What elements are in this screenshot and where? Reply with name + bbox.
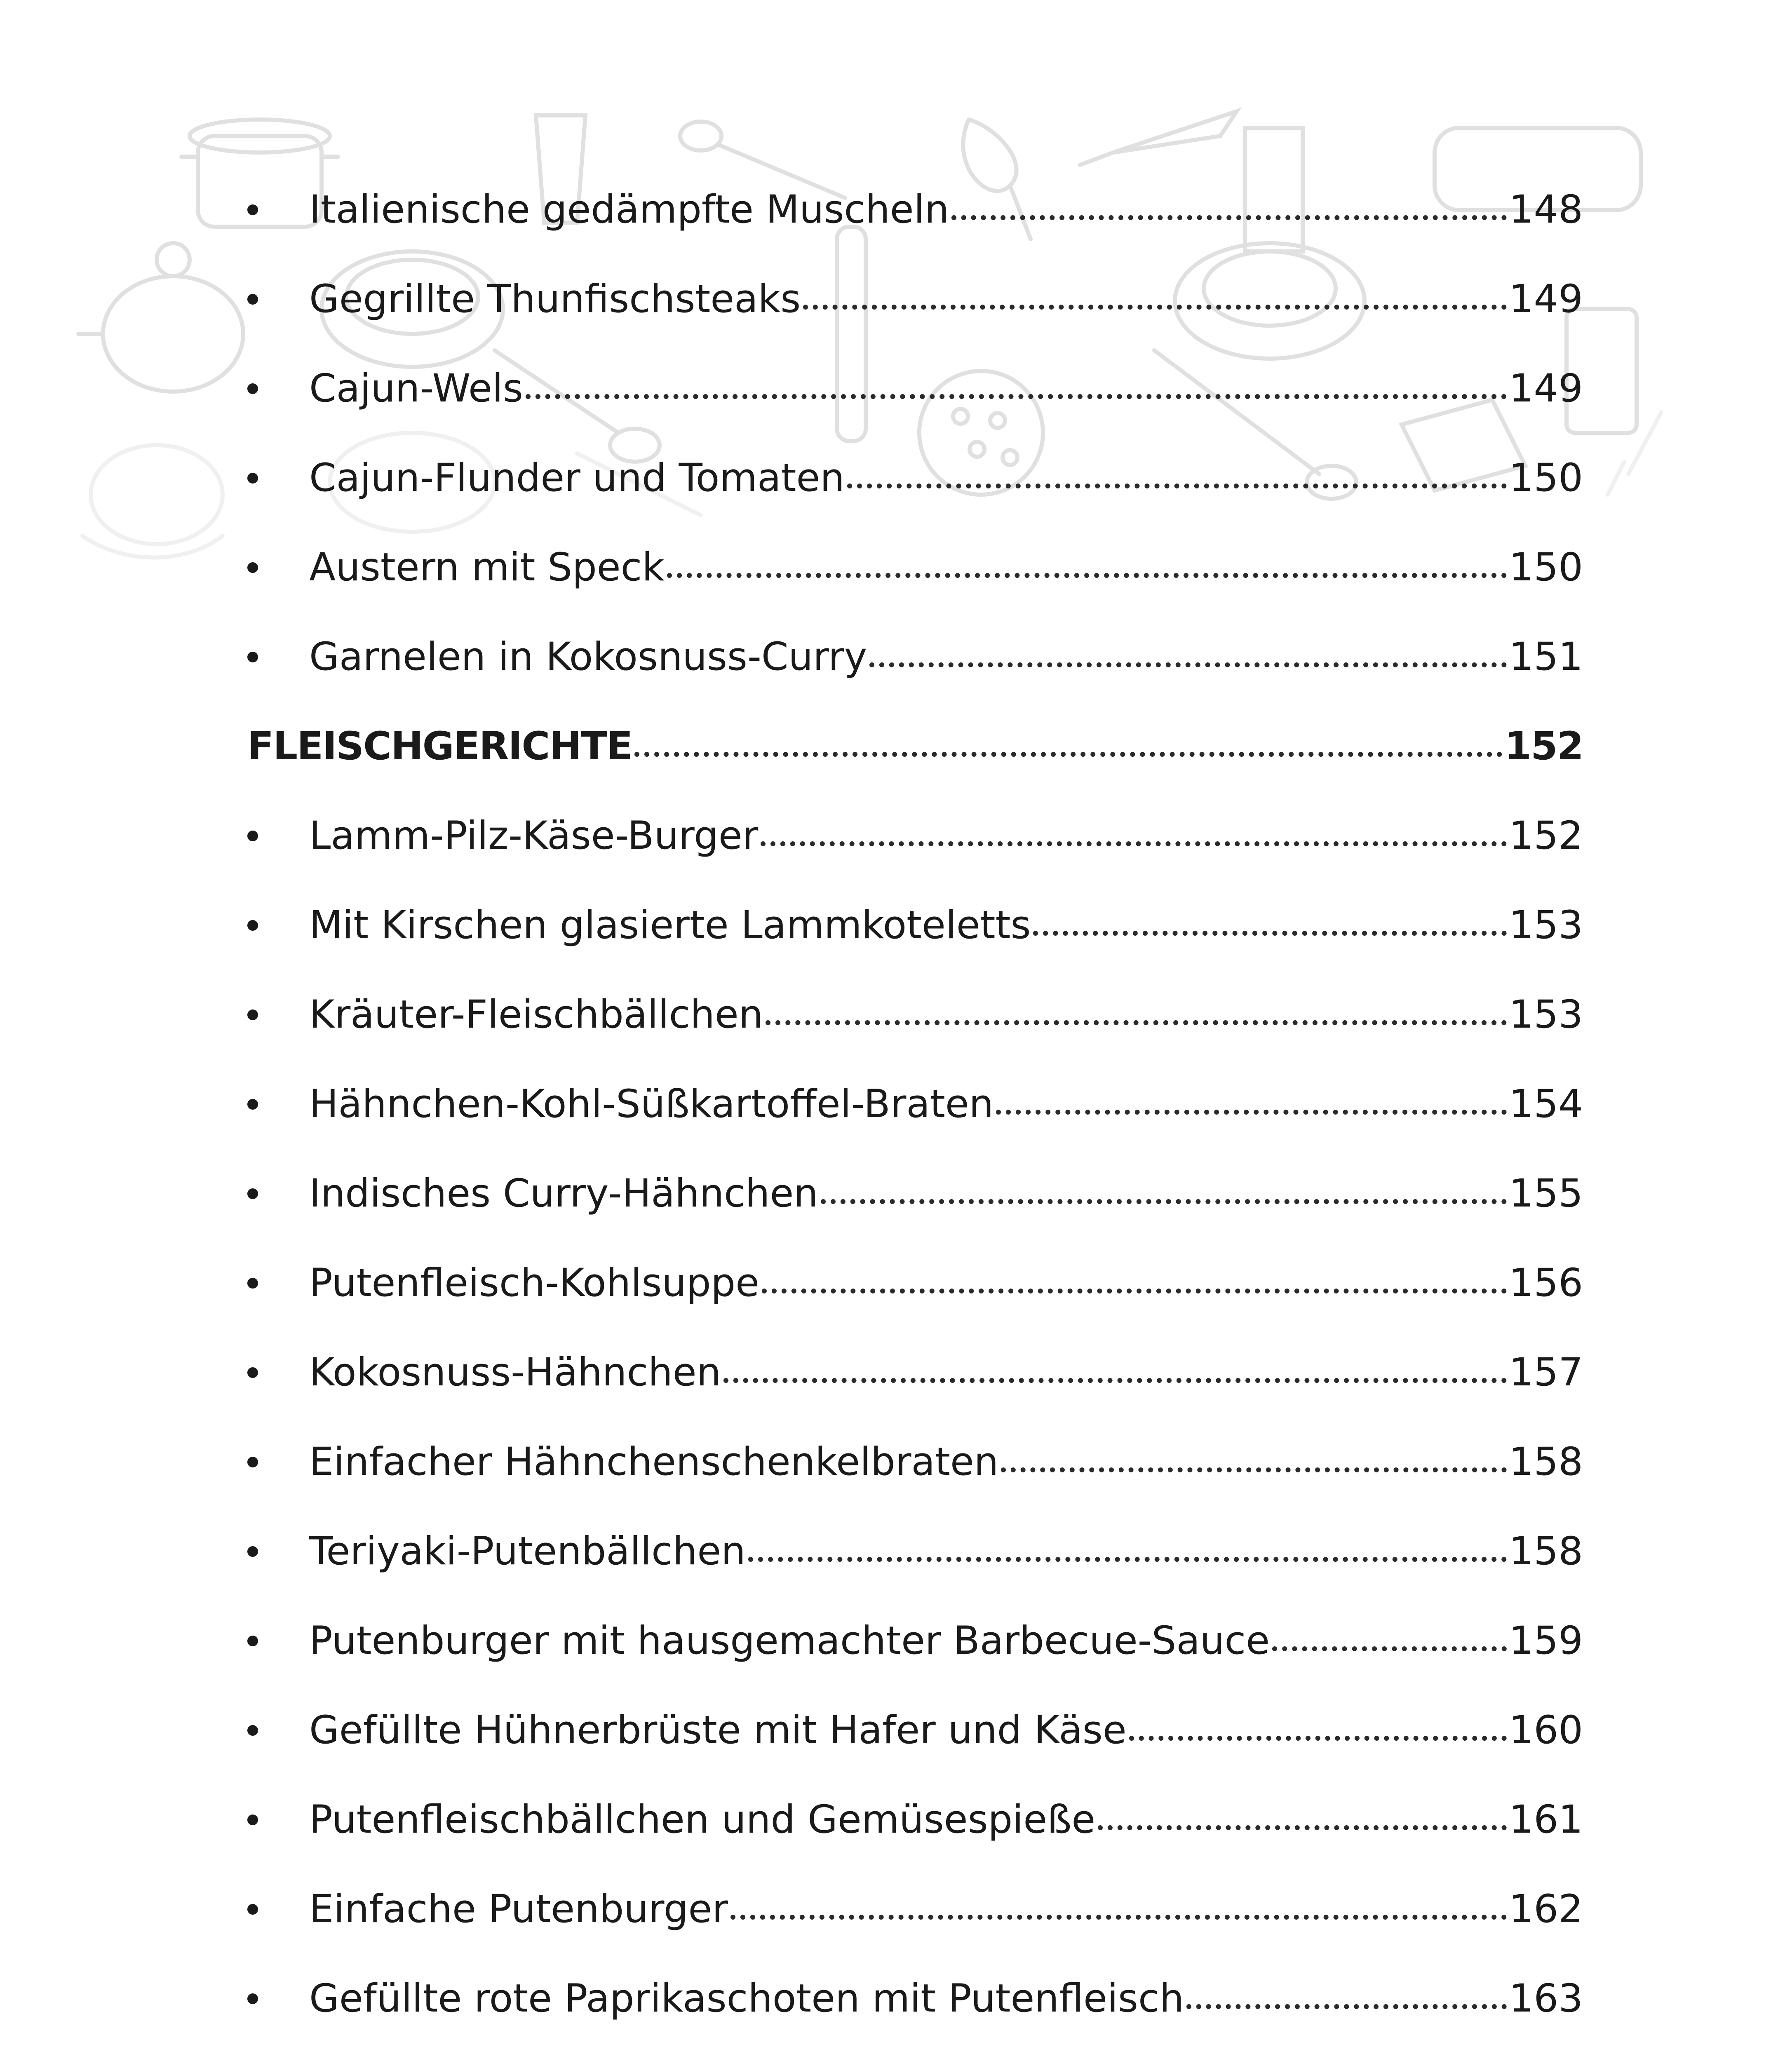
toc-entry[interactable] bbox=[247, 880, 1583, 970]
toc-entry[interactable] bbox=[247, 612, 1583, 702]
dot-leader bbox=[667, 573, 1507, 578]
toc-entry-line bbox=[247, 1171, 1583, 1216]
toc-entry-line bbox=[247, 545, 1583, 590]
toc-entry-line bbox=[247, 1797, 1583, 1842]
toc-page-number: 153 bbox=[1509, 992, 1583, 1037]
toc-page-number: 158 bbox=[1509, 1528, 1583, 1574]
dot-leader bbox=[1033, 931, 1506, 936]
toc-entry-line bbox=[247, 1618, 1583, 1663]
dot-leader bbox=[730, 1915, 1507, 1920]
toc-page-number: 161 bbox=[1509, 1797, 1583, 1842]
toc-entry[interactable] bbox=[247, 1328, 1583, 1417]
bullet-icon bbox=[247, 473, 258, 484]
toc-entry-title: Hähnchen-Kohl-Süßkartoffel-Braten bbox=[309, 1081, 994, 1127]
toc-entry-title: Garnelen in Kokosnuss-Curry bbox=[309, 634, 867, 679]
toc-page-number: 148 bbox=[1509, 187, 1583, 232]
toc-page-number: 149 bbox=[1509, 366, 1583, 411]
dot-leader bbox=[723, 1378, 1506, 1383]
toc-entry-line bbox=[247, 1528, 1583, 1574]
toc-page-number: 159 bbox=[1509, 1618, 1583, 1663]
toc-section-heading[interactable] bbox=[247, 702, 1583, 791]
toc-entry-title: Putenfleischbällchen und Gemüsespieße bbox=[309, 1797, 1096, 1842]
toc-entry[interactable] bbox=[247, 344, 1583, 433]
dot-leader bbox=[803, 305, 1506, 310]
toc-page-number: 152 bbox=[1509, 813, 1583, 858]
toc-page-number: 152 bbox=[1504, 723, 1583, 769]
toc-entry[interactable] bbox=[247, 1775, 1583, 1864]
dot-leader bbox=[762, 1289, 1507, 1293]
toc-entry-line bbox=[247, 1886, 1583, 1932]
toc-entry-line bbox=[247, 813, 1583, 858]
dot-leader bbox=[996, 1110, 1506, 1115]
bullet-icon bbox=[247, 1725, 258, 1736]
toc-entry[interactable] bbox=[247, 791, 1583, 880]
dot-leader bbox=[821, 1199, 1507, 1204]
bullet-icon bbox=[247, 652, 258, 662]
toc-entry-line bbox=[247, 455, 1583, 500]
toc-entry-title: Mit Kirschen glasierte Lammkoteletts bbox=[309, 902, 1031, 948]
toc-entry-line bbox=[247, 723, 1583, 769]
toc-entry[interactable] bbox=[247, 1685, 1583, 1775]
table-of-contents bbox=[247, 165, 1583, 2061]
bullet-icon bbox=[247, 1009, 258, 1020]
toc-entry-title: Putenfleisch-Kohlsuppe bbox=[309, 1260, 760, 1305]
bullet-icon bbox=[247, 1188, 258, 1199]
toc-entry-title: Cajun-Wels bbox=[309, 366, 523, 411]
bullet-icon bbox=[247, 383, 258, 394]
toc-entry[interactable] bbox=[247, 1238, 1583, 1328]
toc-entry[interactable] bbox=[247, 1596, 1583, 1685]
toc-entry[interactable] bbox=[247, 1507, 1583, 1596]
dot-leader bbox=[761, 841, 1506, 846]
toc-entry-title: Kokosnuss-Hähnchen bbox=[309, 1350, 721, 1395]
bullet-icon bbox=[247, 831, 258, 841]
toc-entry-line bbox=[247, 276, 1583, 322]
bullet-icon bbox=[247, 1815, 258, 1825]
dot-leader bbox=[1272, 1646, 1507, 1651]
toc-entry-title: Einfache Putenburger bbox=[309, 1886, 728, 1932]
toc-entry-title: Lamm-Pilz-Käse-Burger bbox=[309, 813, 759, 858]
dot-leader bbox=[1098, 1825, 1506, 1830]
toc-entry[interactable] bbox=[247, 1864, 1583, 1954]
bullet-icon bbox=[247, 1904, 258, 1915]
toc-entry-line bbox=[247, 902, 1583, 948]
toc-entry-line bbox=[247, 634, 1583, 679]
toc-entry[interactable] bbox=[247, 254, 1583, 344]
toc-entry-line bbox=[247, 187, 1583, 232]
bullet-icon bbox=[247, 294, 258, 305]
bullet-icon bbox=[247, 1457, 258, 1467]
teapot-icon bbox=[78, 243, 243, 392]
toc-page-number: 155 bbox=[1509, 1171, 1583, 1216]
dot-leader bbox=[869, 662, 1506, 667]
knife-icon bbox=[1080, 111, 1237, 165]
toc-entry[interactable] bbox=[247, 1059, 1583, 1149]
bullet-icon bbox=[247, 562, 258, 573]
toc-entry-line bbox=[247, 1976, 1583, 2021]
toc-page-number: 162 bbox=[1509, 1886, 1583, 1932]
dot-leader bbox=[847, 484, 1507, 488]
bullet-icon bbox=[247, 1367, 258, 1378]
toc-entry-title: Gefüllte Hühnerbrüste mit Hafer und Käse bbox=[309, 1707, 1127, 1753]
toc-entry-line bbox=[247, 1707, 1583, 1753]
bullet-icon bbox=[247, 204, 258, 215]
dot-leader bbox=[634, 752, 1502, 757]
toc-entry-title: Cajun-Flunder und Tomaten bbox=[309, 455, 845, 500]
toc-entry-title: Gefüllte rote Paprikaschoten mit Putenfleisch bbox=[309, 1976, 1184, 2021]
toc-entry-title: Indisches Curry-Hähnchen bbox=[309, 1171, 818, 1216]
toc-entry[interactable] bbox=[247, 433, 1583, 523]
toc-entry-title: Kräuter-Fleischbällchen bbox=[309, 992, 763, 1037]
toc-entry-line bbox=[247, 1081, 1583, 1127]
toc-page-number: 150 bbox=[1509, 545, 1583, 590]
toc-entry-line bbox=[247, 1350, 1583, 1395]
toc-entry-title: FLEISCHGERICHTE bbox=[247, 723, 632, 769]
toc-entry[interactable] bbox=[247, 970, 1583, 1059]
toc-entry-title: Austern mit Speck bbox=[309, 545, 665, 590]
toc-entry-line bbox=[247, 1260, 1583, 1305]
toc-entry[interactable] bbox=[247, 1149, 1583, 1238]
toc-entry-line bbox=[247, 366, 1583, 411]
toc-entry[interactable] bbox=[247, 1417, 1583, 1507]
toc-page-number: 160 bbox=[1509, 1707, 1583, 1753]
dot-leader bbox=[526, 394, 1507, 399]
toc-entry[interactable] bbox=[247, 1954, 1583, 2043]
dot-leader bbox=[1186, 2004, 1506, 2009]
toc-page-number: 154 bbox=[1509, 1081, 1583, 1127]
bullet-icon bbox=[247, 1099, 258, 1110]
dot-leader bbox=[1001, 1467, 1506, 1472]
dot-leader bbox=[748, 1557, 1507, 1562]
toc-entry-title: Italienische gedämpfte Muscheln bbox=[309, 187, 949, 232]
dot-leader bbox=[1129, 1736, 1507, 1741]
bullet-icon bbox=[247, 920, 258, 931]
bullet-icon bbox=[247, 1993, 258, 2004]
bullet-icon bbox=[247, 1546, 258, 1557]
toc-entry-title: Putenburger mit hausgemachter Barbecue-Sauce bbox=[309, 1618, 1270, 1663]
toc-entry-title: Einfacher Hähnchenschenkelbraten bbox=[309, 1439, 999, 1484]
bullet-icon bbox=[247, 1278, 258, 1289]
toc-page-number: 158 bbox=[1509, 1439, 1583, 1484]
toc-page-number: 151 bbox=[1509, 634, 1583, 679]
toc-entry[interactable] bbox=[247, 523, 1583, 612]
toc-entry[interactable] bbox=[247, 2043, 1583, 2061]
toc-entry-title: Teriyaki-Putenbällchen bbox=[309, 1528, 746, 1574]
toc-entry-line bbox=[247, 992, 1583, 1037]
toc-page-number: 157 bbox=[1509, 1350, 1583, 1395]
toc-page-number: 149 bbox=[1509, 276, 1583, 322]
bullet-icon bbox=[247, 1636, 258, 1646]
dot-leader bbox=[951, 215, 1506, 220]
toc-entry-line bbox=[247, 1439, 1583, 1484]
toc-page-number: 163 bbox=[1509, 1976, 1583, 2021]
toc-page-number: 156 bbox=[1509, 1260, 1583, 1305]
toc-entry[interactable] bbox=[247, 165, 1583, 254]
toc-page-number: 153 bbox=[1509, 902, 1583, 948]
toc-page-number: 150 bbox=[1509, 455, 1583, 500]
toc-entry-title: Gegrillte Thunfischsteaks bbox=[309, 276, 801, 322]
dot-leader bbox=[766, 1020, 1506, 1025]
